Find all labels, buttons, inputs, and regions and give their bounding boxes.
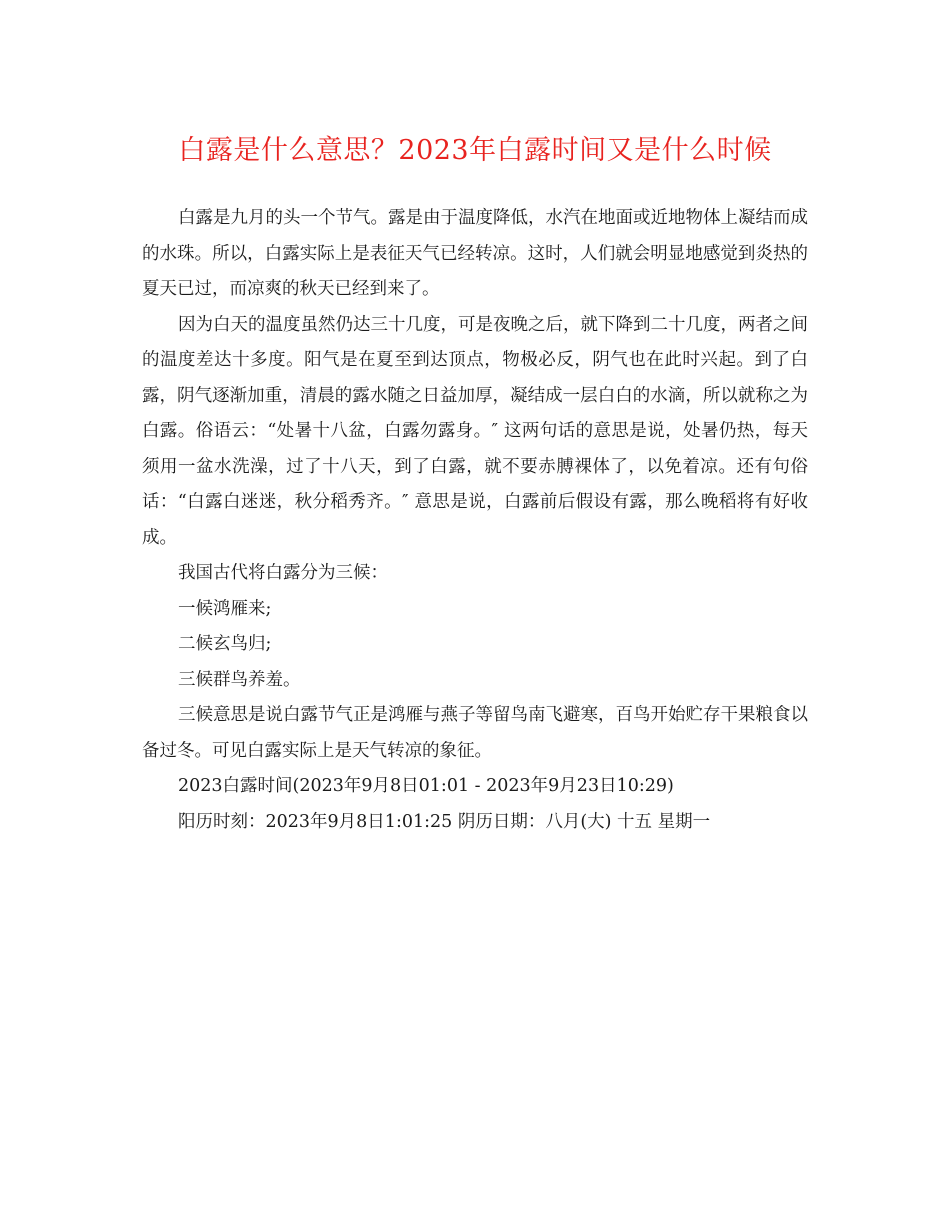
paragraph-calendar-info: 阳历时刻：2023年9月8日1:01:25 阴历日期：八月(大) 十五 星期一 [178, 811, 711, 832]
list-item-first-period: 一候鸿雁来; [178, 598, 272, 619]
paragraph-explanation: 因为白天的温度虽然仍达三十几度，可是夜晚之后，就下降到二十几度，两者之间的温度差达十多度。阳气是在夏至到达顶点，物极必反，阴气也在此时兴起。到了白露，阴气逐渐加重，清晨的露水随之日益加厚，凝结成一层白白的水滴，所以就称之为白露。俗语云：“处暑十八盆，白露勿露身。″ 这两句话的意思是说，处暑仍热，每天须用一盆水洗澡，过了十八天，到了白露，就不要赤膊裸体了，以免着凉。还有句俗话：“白露白迷迷，秋分稻秀齐。″ 意思是说，白露前后假设有露，那么晚稻将有好收成。 [142, 314, 808, 548]
paragraph-intro: 白露是九月的头一个节气。露是由于温度降低，水汽在地面或近地物体上凝结而成的水珠。所以，白露实际上是表征天气已经转凉。这时，人们就会明显地感觉到炎热的夏天已过，而凉爽的秋天已经到来了。 [142, 208, 808, 299]
list-item-third-period: 三候群鸟养羞。 [178, 669, 301, 690]
paragraph-time-range: 2023白露时间(2023年9月8日01:01 - 2023年9月23日10:29) [178, 776, 674, 796]
list-item-second-period: 二候玄鸟归; [178, 634, 272, 654]
document-title: 白露是什么意思？2023年白露时间又是什么时候 [178, 135, 772, 166]
paragraph-periods-meaning: 三候意思是说白露节气正是鸿雁与燕子等留鸟南飞避寒，百鸟开始贮存干果粮食以备过冬。可见白露实际上是天气转凉的象征。 [142, 705, 808, 761]
document-body [142, 201, 808, 840]
paragraph-three-periods-intro: 我国古代将白露分为三候： [178, 563, 388, 583]
